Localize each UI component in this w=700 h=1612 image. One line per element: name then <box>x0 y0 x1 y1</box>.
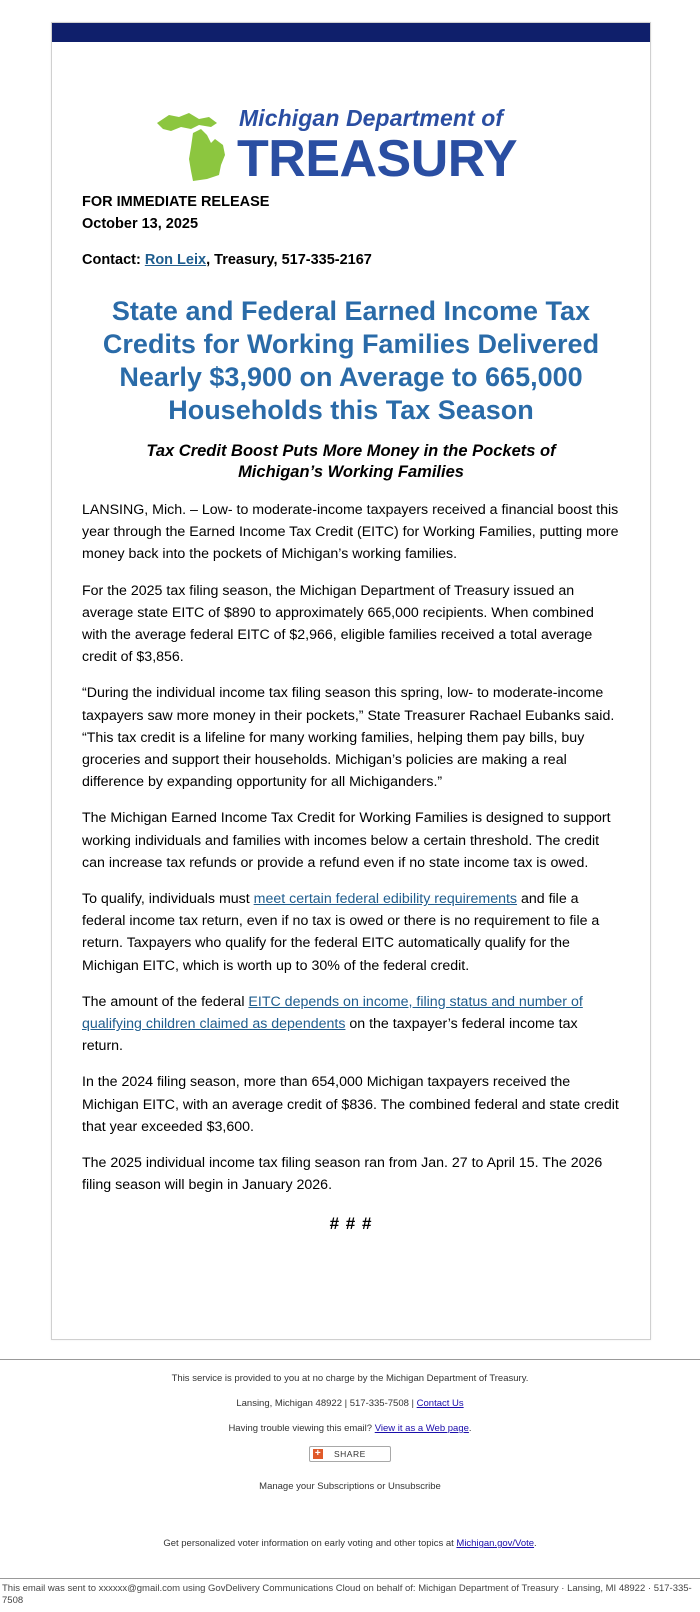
contact-details: , Treasury, 517-335-2167 <box>206 252 372 268</box>
eitc-amount-link[interactable]: EITC depends on income, filing status and number of qualifying children claimed as dependents <box>82 993 583 1033</box>
paragraph-1: LANSING, Mich. – Low- to moderate-income taxpayers received a financial boost this year through the Earned Income Tax Credit (EITC) for Working Families, putting more money back into the pockets of Michigan’s working families. <box>82 502 619 563</box>
headline: State and Federal Earned Income Tax Credits for Working Families Delivered Nearly $3,900 on Average to 665,000 Households this Tax Season <box>102 296 600 425</box>
sent-to-notice: This email was sent to xxxxxx@gmail.com using GovDelivery Communications Cloud on behalf of: Michigan Department of Treasury · Lansing, MI 48922 · 517-335-7508 <box>2 1583 692 1606</box>
contact-label: Contact: <box>82 252 141 268</box>
paragraph-6 <box>82 991 620 1058</box>
web-page-link[interactable]: View it as a Web page <box>374 1423 469 1434</box>
trouble-text: Having trouble viewing this email? <box>228 1423 375 1434</box>
subheadline: Tax Credit Boost Puts More Money in the Pockets of Michigan’s Working Families <box>146 442 556 481</box>
paragraph-4: The Michigan Earned Income Tax Credit for Working Families is designed to support working individuals and families with incomes below a certain threshold. The credit can increase tax refunds or provide a refund even if no state income tax is owed. <box>82 810 611 871</box>
trouble-period: . <box>468 1423 472 1434</box>
share-button[interactable] <box>309 1446 391 1462</box>
contact-name-link[interactable]: Ron Leix <box>144 252 207 268</box>
address-line <box>0 1397 700 1411</box>
paragraph-5-text-b: and file a federal income tax return, even if no tax is owed or there is no requirement to file a return. Taxpayers who qualify for the federal EITC automatically qualify for the Michigan EITC, which is worth up to 30% of the federal credit. <box>82 891 600 974</box>
email-card <box>51 22 651 1340</box>
end-mark: # # # <box>329 1214 373 1234</box>
paragraph-5 <box>82 888 620 977</box>
manage-subscriptions-link[interactable]: Manage your Subscriptions or Unsubscribe <box>259 1481 441 1492</box>
release-date: October 13, 2025 <box>82 216 199 232</box>
paragraph-7: In the 2024 filing season, more than 654,000 Michigan taxpayers received the Michigan EITC, with an average credit of $836. The combined federal and state credit that year exceeded $3,600. <box>82 1074 619 1135</box>
article-body <box>82 499 620 1196</box>
paragraph-3: “During the individual income tax filing season this spring, low- to moderate-income taxpayers saw more money in their pockets,” State Treasurer Rachael Eubanks said. “This tax credit is a lifeline for many working families, helping them pay bills, buy groceries and support their households. Michigan’s policies are making a real difference by expanding opportunity for all Michiganders.” <box>82 685 615 791</box>
share-plus-icon: + <box>314 1448 322 1459</box>
share-label: SHARE <box>334 1449 366 1459</box>
email-footer <box>0 1372 700 1551</box>
logo-title-line1: Michigan Department of <box>239 105 504 131</box>
share-row <box>0 1446 700 1467</box>
contact-us-link[interactable]: Contact Us <box>416 1398 464 1409</box>
eligibility-requirements-link[interactable]: meet certain federal edibility requirements <box>253 891 518 908</box>
voter-line <box>0 1537 700 1551</box>
paragraph-8: The 2025 individual income tax filing season ran from Jan. 27 to April 15. The 2026 filing season will begin in January 2026. <box>82 1155 603 1194</box>
paragraph-6-text-a: The amount of the federal <box>82 993 249 1010</box>
service-note: This service is provided to you at no charge by the Michigan Department of Treasury. <box>171 1373 529 1384</box>
bottom-divider <box>0 1578 700 1579</box>
press-release <box>82 191 620 1234</box>
paragraph-2: For the 2025 tax filing season, the Michigan Department of Treasury issued an average state EITC of $890 to approximately 665,000 recipients. When combined with the average federal EITC of $2,966, eligible families received a total average credit of $3,856. <box>82 582 594 666</box>
paragraph-6-text-b: on the taxpayer’s federal income tax return. <box>82 1016 578 1055</box>
footer-divider <box>0 1359 700 1360</box>
treasury-logo <box>155 81 545 188</box>
voter-text: Get personalized voter information on early voting and other topics at <box>163 1538 457 1549</box>
logo-title-line2: TREASURY <box>237 130 518 188</box>
michigan-map-icon <box>155 109 235 183</box>
paragraph-5-text-a: To qualify, individuals must <box>82 891 254 908</box>
address-text: Lansing, Michigan 48922 | 517-335-7508 | <box>236 1398 417 1409</box>
header-bar <box>52 23 650 42</box>
voter-period: . <box>534 1538 537 1549</box>
vote-link[interactable]: Michigan.gov/Vote <box>456 1538 535 1549</box>
trouble-line <box>0 1422 700 1436</box>
contact-line <box>82 249 620 271</box>
release-line: FOR IMMEDIATE RELEASE <box>82 194 270 210</box>
